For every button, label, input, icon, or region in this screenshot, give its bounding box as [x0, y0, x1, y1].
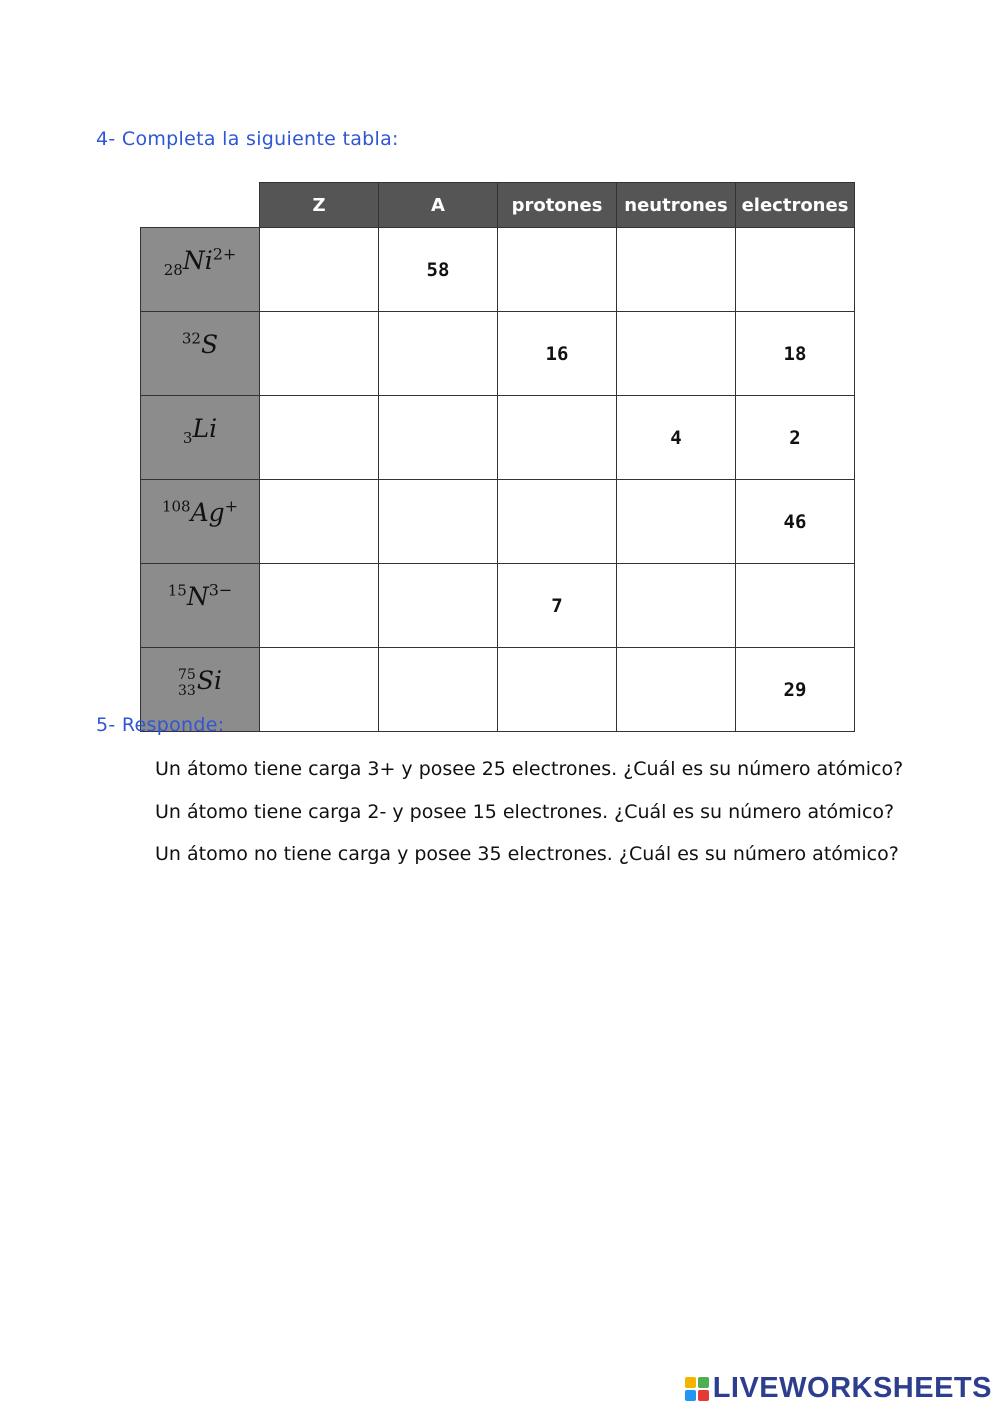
cell-input[interactable]	[379, 564, 498, 648]
cell-input[interactable]	[736, 564, 855, 648]
cell-value: 7	[498, 564, 617, 648]
header-electrones: electrones	[736, 183, 855, 228]
logo-square-blue	[685, 1390, 696, 1401]
symbol-ag: $^{108}$Ag+	[141, 480, 260, 564]
symbol-s: $^{32}$S	[141, 312, 260, 396]
symbol-si: 75 33 Si	[141, 648, 260, 732]
cell-value: 58	[379, 228, 498, 312]
logo-text: LIVEWORKSHEETS	[712, 1372, 992, 1404]
cell-input[interactable]	[379, 396, 498, 480]
table-header-row	[141, 183, 855, 228]
cell-input[interactable]	[260, 396, 379, 480]
logo-square-green	[698, 1377, 709, 1388]
cell-input[interactable]	[260, 648, 379, 732]
cell-input[interactable]	[379, 312, 498, 396]
cell-value: 16	[498, 312, 617, 396]
table-row	[141, 480, 855, 564]
cell-input[interactable]	[617, 480, 736, 564]
symbol-n: $^{15}N^{3-}$	[141, 564, 260, 648]
header-a: A	[379, 183, 498, 228]
header-corner	[141, 183, 260, 228]
symbol-li: $_3$Li	[141, 396, 260, 480]
cell-input[interactable]	[379, 648, 498, 732]
cell-input[interactable]	[617, 648, 736, 732]
table-row	[141, 648, 855, 732]
questions-list	[155, 748, 905, 876]
cell-input[interactable]	[498, 396, 617, 480]
cell-value: 18	[736, 312, 855, 396]
header-protones: protones	[498, 183, 617, 228]
cell-input[interactable]	[498, 480, 617, 564]
cell-value: 2	[736, 396, 855, 480]
cell-input[interactable]	[617, 312, 736, 396]
cell-input[interactable]	[617, 228, 736, 312]
question-1: Un átomo tiene carga 3+ y posee 25 electrones. ¿Cuál es su número atómico?	[155, 758, 904, 780]
logo-square-red	[698, 1390, 709, 1401]
liveworksheets-logo	[685, 1372, 992, 1405]
section-5-title: 5- Responde:	[96, 714, 225, 736]
cell-value: 46	[736, 480, 855, 564]
table-row	[141, 228, 855, 312]
question-3: Un átomo no tiene carga y posee 35 electrones. ¿Cuál es su número atómico?	[155, 843, 899, 865]
table-row	[141, 312, 855, 396]
cell-input[interactable]	[498, 228, 617, 312]
symbol-ni: $_{28}Ni^{2+}$	[141, 228, 260, 312]
logo-squares-icon	[685, 1377, 709, 1401]
isotope-stack: 75 33	[178, 666, 196, 699]
cell-input[interactable]	[260, 312, 379, 396]
header-neutrones: neutrones	[617, 183, 736, 228]
atoms-table	[140, 182, 855, 732]
cell-value: 29	[736, 648, 855, 732]
table-row	[141, 564, 855, 648]
cell-input[interactable]	[736, 228, 855, 312]
table-row	[141, 396, 855, 480]
cell-input[interactable]	[260, 480, 379, 564]
cell-input[interactable]	[498, 648, 617, 732]
cell-input[interactable]	[617, 564, 736, 648]
cell-input[interactable]	[379, 480, 498, 564]
header-z: Z	[260, 183, 379, 228]
cell-value: 4	[617, 396, 736, 480]
question-2: Un átomo tiene carga 2- y posee 15 electrones. ¿Cuál es su número atómico?	[155, 800, 895, 823]
section-4-title: 4- Completa la siguiente tabla:	[96, 128, 399, 150]
cell-input[interactable]	[260, 228, 379, 312]
logo-square-yellow	[685, 1377, 696, 1388]
cell-input[interactable]	[260, 564, 379, 648]
